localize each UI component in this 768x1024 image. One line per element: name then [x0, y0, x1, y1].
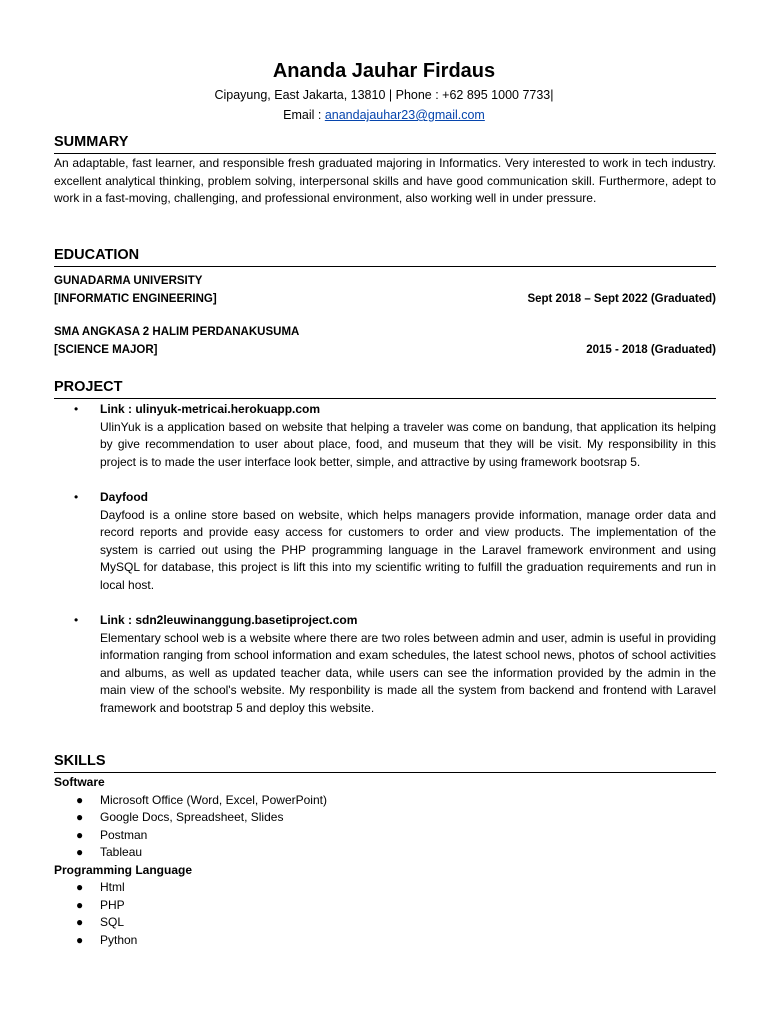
skill-label: PHP: [100, 897, 125, 912]
candidate-name: Ananda Jauhar Firdaus: [272, 60, 496, 82]
project-title: PROJECT: [54, 377, 716, 399]
skill-item: [54, 792, 716, 810]
email-line: [0, 106, 768, 124]
summary-title: SUMMARY: [54, 132, 716, 154]
project-item-desc: Dayfood is a online store based on website, which helps managers provide information, manage order data and record reports and provide easy access for customers to order and view products. The implementation of the system is carried out using the PHP programming language in the Laravel framework environment and using MySQL for database, this project is lift this into my scientific writing to fulfill the graduation requirements and run in local host.: [100, 507, 716, 592]
project-item-desc: UlinYuk is a application based on website that helping a traveler was come on bandung, that application its helping by give recommendation to user about place, food, and museum that they will be visit. My responsibility in this project is to made the user interface look better, simple, and attractive by using framework bootsrap 5.: [100, 419, 716, 469]
education-item: [54, 273, 716, 308]
bullet-icon: ●: [76, 810, 84, 824]
bullet-icon: ●: [76, 827, 84, 842]
skill-label: Postman: [100, 827, 148, 842]
skill-item: [54, 897, 716, 915]
email-link[interactable]: anandajauhar23@gmail.com: [324, 108, 485, 122]
skill-label: Google Docs, Spreadsheet, Slides: [100, 810, 284, 824]
skill-label: SQL: [100, 915, 125, 929]
summary-section: [54, 132, 716, 208]
school-period: Sept 2018 – Sept 2022 (Graduated): [527, 292, 716, 305]
skill-label: Python: [100, 932, 138, 947]
skill-label: Tableau: [100, 845, 143, 859]
school-name: SMA ANGKASA 2 HALIM PERDANAKUSUMA: [54, 326, 300, 338]
skill-item: [54, 809, 716, 827]
project-item: [54, 401, 716, 471]
resume-header: [0, 58, 768, 124]
project-section: [54, 377, 716, 717]
skills-software-label: Software: [54, 775, 105, 789]
bullet-icon: ●: [76, 845, 84, 859]
project-item-title: Dayfood: [100, 490, 148, 504]
education-title: EDUCATION: [54, 245, 716, 267]
bullet-icon: •: [74, 402, 79, 416]
project-item-title[interactable]: Link : sdn2leuwinanggung.basetiproject.com: [100, 613, 358, 627]
bullet-icon: ●: [76, 792, 84, 807]
project-item: [54, 612, 716, 717]
school-major: [INFORMATIC ENGINEERING]: [54, 292, 217, 305]
skill-item: [54, 914, 716, 932]
skill-item: [54, 879, 716, 897]
bullet-icon: ●: [76, 880, 84, 894]
bullet-icon: •: [74, 490, 79, 504]
skill-item: [54, 827, 716, 845]
summary-text: An adaptable, fast learner, and responsible fresh graduated majoring in Informatics. Very interested to work in tech industry. excellent analytical thinking, problem solving, interpersonal skills and have good communication skill. Furthermore, adept to work in a fast-moving, challenging, and professional environment, also working well in under pressure.: [54, 156, 716, 205]
skill-label: Html: [100, 880, 125, 894]
school-major: [SCIENCE MAJOR]: [54, 343, 158, 356]
skill-label: Microsoft Office (Word, Excel, PowerPoint): [100, 792, 327, 807]
project-item-desc: Elementary school web is a website where there are two roles between admin and user, admin is useful in providing information ranging from school information and exam schedules, the latest school news, photos of school activities and albums, as well as updated teacher data, while users can see the information provided by the admin in the main view of the school's website. My responbility is made all the system from backend and frontend with Laravel framework and bootstrap 5 and deploy this website.: [100, 630, 716, 715]
education-section: [54, 245, 716, 359]
bullet-icon: ●: [76, 915, 84, 929]
project-item: [54, 489, 716, 594]
bullet-icon: ●: [76, 932, 84, 947]
school-period: 2015 - 2018 (Graduated): [586, 343, 716, 356]
bullet-icon: ●: [76, 897, 84, 912]
email-label: Email :: [283, 108, 325, 122]
skill-item: [54, 844, 716, 862]
bullet-icon: •: [74, 613, 79, 627]
school-name: GUNADARMA UNIVERSITY: [54, 275, 203, 287]
skills-programming-label: Programming Language: [54, 862, 193, 877]
skills-section: [54, 751, 716, 949]
education-item: [54, 324, 716, 359]
address-line: Cipayung, East Jakarta, 13810 | Phone : +62 895 1000 7733|: [214, 88, 554, 102]
project-item-title[interactable]: Link : ulinyuk-metricai.herokuapp.com: [100, 402, 321, 416]
skill-item: [54, 932, 716, 950]
skills-title: SKILLS: [54, 751, 716, 773]
